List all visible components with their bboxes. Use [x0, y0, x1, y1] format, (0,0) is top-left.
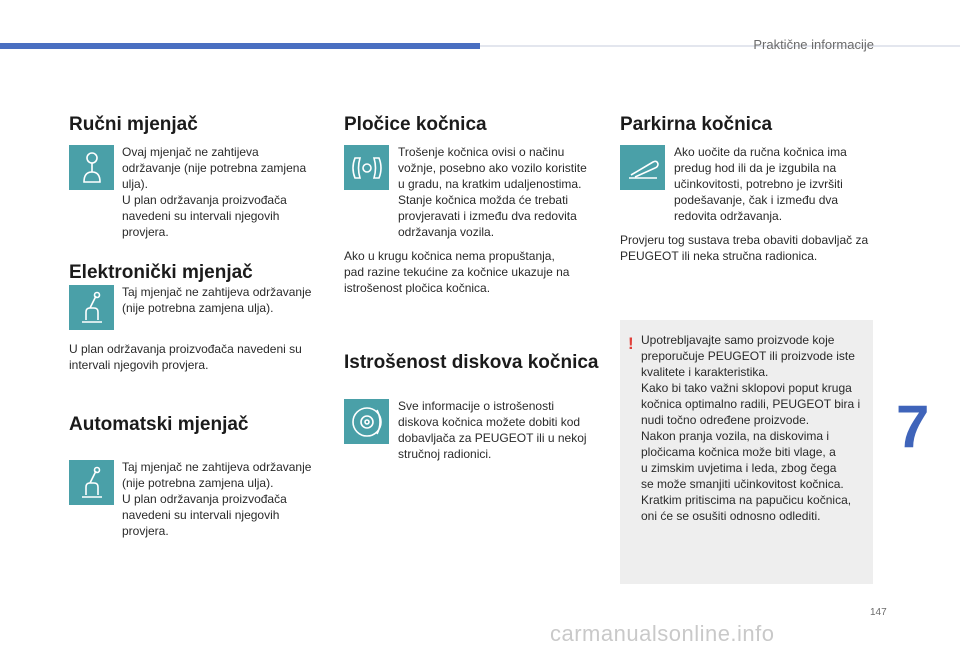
automatic-gearbox-icon	[69, 460, 114, 505]
parking-brake-icon	[620, 145, 665, 190]
top-accent-bar	[0, 43, 480, 49]
electronic-gearbox-text: Taj mjenjač ne zahtijeva održavanje (nije potrebna zamjena ulja).	[122, 285, 312, 315]
warning-note-text: Upotrebljavajte samo proizvode koje preporučuje PEUGEOT ili proizvode iste kvalitete i karakteristika. Kako bi tako važni sklopovi poput kruga kočnica optimalno radili, PEUGEOT bira i nudi točno određene proizvode. Nakon pranja vozila, na diskovima i pločicama kočnica može biti vlage, a u zimskim uvjetima i leda, zbog čega se može smanjiti učinkovitost kočnica. Kratkim pritiscima na papučicu kočnica, oni će se osušiti odnosno odlediti.	[641, 333, 861, 523]
running-header: Praktične informacije	[753, 37, 874, 52]
heading-manual-gearbox: Ručni mjenjač	[69, 114, 198, 135]
automatic-gearbox-text: Taj mjenjač ne zahtijeva održavanje (nije potrebna zamjena ulja). U plan održavanja proizvođača navedeni su intervali njegovih provjera.	[122, 460, 312, 538]
brake-disc-icon	[344, 399, 389, 444]
heading-electronic-gearbox: Elektronički mjenjač	[69, 262, 253, 283]
page-number: 147	[870, 607, 887, 618]
top-rule	[480, 45, 960, 47]
brake-discs-text: Sve informacije o istrošenosti diskova kočnica možete dobiti kod dobavljača za PEUGEOT ili u nekoj stručnoj radionici.	[398, 399, 587, 461]
chapter-number: 7	[896, 393, 930, 460]
heading-parking-brake: Parkirna kočnica	[620, 114, 773, 135]
electronic-gearbox-text-2: U plan održavanja proizvođača navedeni su intervali njegovih provjera.	[69, 342, 302, 372]
parking-brake-text-2: Provjeru tog sustava treba obaviti dobavljač za PEUGEOT ili neka stručna radionica.	[620, 233, 869, 263]
heading-automatic-gearbox: Automatski mjenjač	[69, 414, 249, 435]
parking-brake-text: Ako uočite da ručna kočnica ima predug hod ili da je izgubila na učinkovitosti, potrebno je izvršiti podešavanje, čak i između dva redovita održavanja.	[674, 145, 847, 223]
brake-pads-icon	[344, 145, 389, 190]
warning-icon: !	[628, 334, 634, 353]
manual-gearbox-icon	[69, 145, 114, 190]
brake-pads-text-2: Ako u krugu kočnica nema propuštanja, pad razine tekućine za kočnice ukazuje na istrošenost pločica kočnica.	[344, 249, 570, 295]
electronic-gearbox-icon	[69, 285, 114, 330]
heading-brake-pads: Pločice kočnica	[344, 114, 487, 135]
brake-pads-text: Trošenje kočnica ovisi o načinu vožnje, posebno ako vozilo koristite u gradu, na kratkim udaljenostima. Stanje kočnica možda će trebati provjeravati i između dva redovita održavanja vozila.	[398, 145, 587, 239]
watermark: carmanualsonline.info	[550, 621, 775, 646]
manual-gearbox-text: Ovaj mjenjač ne zahtijeva održavanje (nije potrebna zamjena ulja). U plan održavanja proizvođača navedeni su intervali njegovih provjera.	[122, 145, 307, 239]
heading-brake-discs: Istrošenost diskova kočnica	[344, 352, 599, 373]
